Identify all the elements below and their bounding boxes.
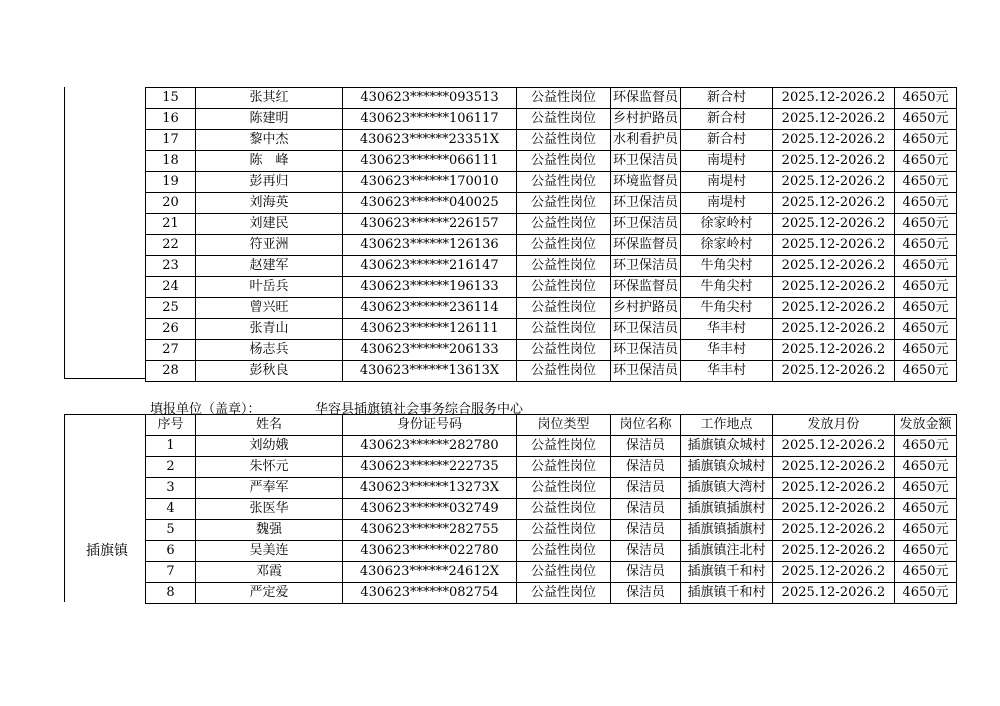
town-label: 插旗镇 bbox=[86, 543, 128, 559]
cell-seq: 2 bbox=[146, 457, 196, 478]
cell-id: 430623******040025 bbox=[343, 193, 517, 214]
cell-name: 赵建军 bbox=[196, 256, 343, 277]
cell-name: 魏强 bbox=[196, 520, 343, 541]
table-row bbox=[146, 130, 957, 151]
cell-type: 公益性岗位 bbox=[517, 88, 611, 109]
cell-place: 插旗镇大湾村 bbox=[681, 478, 773, 499]
cell-month: 2025.12-2026.2 bbox=[773, 214, 895, 235]
cell-place: 徐家岭村 bbox=[681, 214, 773, 235]
header-type: 岗位类型 bbox=[517, 415, 611, 436]
cell-month: 2025.12-2026.2 bbox=[773, 298, 895, 319]
cell-type: 公益性岗位 bbox=[517, 214, 611, 235]
cell-seq: 15 bbox=[146, 88, 196, 109]
section1-table-body bbox=[146, 88, 957, 382]
cell-month: 2025.12-2026.2 bbox=[773, 319, 895, 340]
cell-type: 公益性岗位 bbox=[517, 151, 611, 172]
header-name: 姓名 bbox=[196, 415, 343, 436]
cell-seq: 28 bbox=[146, 361, 196, 382]
cell-job: 环卫保洁员 bbox=[611, 256, 681, 277]
cell-seq: 24 bbox=[146, 277, 196, 298]
section2-left-border bbox=[64, 414, 65, 602]
cell-seq: 23 bbox=[146, 256, 196, 277]
cell-name: 严定爱 bbox=[196, 583, 343, 604]
cell-place: 插旗镇众城村 bbox=[681, 436, 773, 457]
cell-seq: 8 bbox=[146, 583, 196, 604]
cell-amount: 4650元 bbox=[895, 436, 957, 457]
cell-month: 2025.12-2026.2 bbox=[773, 478, 895, 499]
cell-seq: 16 bbox=[146, 109, 196, 130]
cell-name: 严奉军 bbox=[196, 478, 343, 499]
cell-type: 公益性岗位 bbox=[517, 235, 611, 256]
cell-job: 环卫保洁员 bbox=[611, 214, 681, 235]
cell-type: 公益性岗位 bbox=[517, 361, 611, 382]
filler-unit-value: 华容县插旗镇社会事务综合服务中心 bbox=[315, 402, 524, 417]
cell-name: 刘幼娥 bbox=[196, 436, 343, 457]
cell-type: 公益性岗位 bbox=[517, 298, 611, 319]
header-seq: 序号 bbox=[146, 415, 196, 436]
cell-amount: 4650元 bbox=[895, 172, 957, 193]
cell-name: 陈 峰 bbox=[196, 151, 343, 172]
cell-place: 南堤村 bbox=[681, 151, 773, 172]
cell-job: 环保监督员 bbox=[611, 277, 681, 298]
table-row bbox=[146, 298, 957, 319]
cell-job: 环保监督员 bbox=[611, 235, 681, 256]
cell-place: 新合村 bbox=[681, 88, 773, 109]
cell-job: 保洁员 bbox=[611, 562, 681, 583]
section1-table bbox=[145, 87, 957, 382]
cell-name: 刘海英 bbox=[196, 193, 343, 214]
table-row bbox=[146, 193, 957, 214]
cell-seq: 3 bbox=[146, 478, 196, 499]
cell-amount: 4650元 bbox=[895, 109, 957, 130]
cell-amount: 4650元 bbox=[895, 298, 957, 319]
cell-seq: 6 bbox=[146, 541, 196, 562]
cell-month: 2025.12-2026.2 bbox=[773, 499, 895, 520]
cell-place: 牛角尖村 bbox=[681, 277, 773, 298]
cell-id: 430623******282755 bbox=[343, 520, 517, 541]
cell-month: 2025.12-2026.2 bbox=[773, 562, 895, 583]
cell-id: 430623******226157 bbox=[343, 214, 517, 235]
cell-month: 2025.12-2026.2 bbox=[773, 520, 895, 541]
cell-id: 430623******282780 bbox=[343, 436, 517, 457]
cell-job: 保洁员 bbox=[611, 457, 681, 478]
cell-type: 公益性岗位 bbox=[517, 499, 611, 520]
cell-month: 2025.12-2026.2 bbox=[773, 109, 895, 130]
cell-name: 彭再归 bbox=[196, 172, 343, 193]
cell-job: 保洁员 bbox=[611, 520, 681, 541]
cell-place: 华丰村 bbox=[681, 340, 773, 361]
cell-amount: 4650元 bbox=[895, 193, 957, 214]
cell-month: 2025.12-2026.2 bbox=[773, 130, 895, 151]
cell-place: 华丰村 bbox=[681, 319, 773, 340]
cell-job: 环卫保洁员 bbox=[611, 151, 681, 172]
cell-type: 公益性岗位 bbox=[517, 130, 611, 151]
cell-seq: 26 bbox=[146, 319, 196, 340]
cell-name: 彭秋良 bbox=[196, 361, 343, 382]
table-row bbox=[146, 478, 957, 499]
cell-type: 公益性岗位 bbox=[517, 172, 611, 193]
header-amount: 发放金额 bbox=[895, 415, 957, 436]
cell-id: 430623******23351X bbox=[343, 130, 517, 151]
cell-type: 公益性岗位 bbox=[517, 340, 611, 361]
cell-type: 公益性岗位 bbox=[517, 109, 611, 130]
cell-seq: 18 bbox=[146, 151, 196, 172]
header-month: 发放月份 bbox=[773, 415, 895, 436]
cell-name: 张医华 bbox=[196, 499, 343, 520]
cell-job: 环境监督员 bbox=[611, 172, 681, 193]
cell-month: 2025.12-2026.2 bbox=[773, 277, 895, 298]
cell-id: 430623******222735 bbox=[343, 457, 517, 478]
table-row bbox=[146, 319, 957, 340]
cell-amount: 4650元 bbox=[895, 88, 957, 109]
cell-job: 环卫保洁员 bbox=[611, 319, 681, 340]
cell-month: 2025.12-2026.2 bbox=[773, 583, 895, 604]
cell-amount: 4650元 bbox=[895, 457, 957, 478]
cell-type: 公益性岗位 bbox=[517, 457, 611, 478]
cell-seq: 7 bbox=[146, 562, 196, 583]
cell-place: 插旗镇千和村 bbox=[681, 562, 773, 583]
header-place: 工作地点 bbox=[681, 415, 773, 436]
cell-id: 430623******196133 bbox=[343, 277, 517, 298]
cell-job: 保洁员 bbox=[611, 583, 681, 604]
table-row bbox=[146, 151, 957, 172]
table-row bbox=[146, 457, 957, 478]
cell-job: 环卫保洁员 bbox=[611, 340, 681, 361]
cell-amount: 4650元 bbox=[895, 235, 957, 256]
cell-id: 430623******206133 bbox=[343, 340, 517, 361]
cell-month: 2025.12-2026.2 bbox=[773, 361, 895, 382]
cell-month: 2025.12-2026.2 bbox=[773, 436, 895, 457]
table-row bbox=[146, 520, 957, 541]
table-row bbox=[146, 256, 957, 277]
cell-place: 插旗镇众城村 bbox=[681, 457, 773, 478]
table-header-row bbox=[146, 415, 957, 436]
table-row bbox=[146, 235, 957, 256]
cell-id: 430623******24612X bbox=[343, 562, 517, 583]
cell-place: 插旗镇插旗村 bbox=[681, 499, 773, 520]
table-row bbox=[146, 214, 957, 235]
table-row bbox=[146, 436, 957, 457]
cell-month: 2025.12-2026.2 bbox=[773, 457, 895, 478]
cell-amount: 4650元 bbox=[895, 130, 957, 151]
cell-month: 2025.12-2026.2 bbox=[773, 235, 895, 256]
cell-name: 朱怀元 bbox=[196, 457, 343, 478]
cell-type: 公益性岗位 bbox=[517, 193, 611, 214]
cell-name: 黎中杰 bbox=[196, 130, 343, 151]
cell-id: 430623******170010 bbox=[343, 172, 517, 193]
cell-name: 张青山 bbox=[196, 319, 343, 340]
table-row bbox=[146, 340, 957, 361]
cell-seq: 21 bbox=[146, 214, 196, 235]
cell-id: 430623******236114 bbox=[343, 298, 517, 319]
cell-seq: 5 bbox=[146, 520, 196, 541]
cell-place: 牛角尖村 bbox=[681, 256, 773, 277]
cell-seq: 19 bbox=[146, 172, 196, 193]
cell-id: 430623******126136 bbox=[343, 235, 517, 256]
cell-place: 插旗镇插旗村 bbox=[681, 520, 773, 541]
cell-type: 公益性岗位 bbox=[517, 478, 611, 499]
cell-name: 刘建民 bbox=[196, 214, 343, 235]
cell-month: 2025.12-2026.2 bbox=[773, 340, 895, 361]
cell-amount: 4650元 bbox=[895, 319, 957, 340]
cell-job: 保洁员 bbox=[611, 436, 681, 457]
cell-type: 公益性岗位 bbox=[517, 277, 611, 298]
section2-table-body bbox=[146, 436, 957, 604]
cell-id: 430623******022780 bbox=[343, 541, 517, 562]
cell-job: 水利看护员 bbox=[611, 130, 681, 151]
cell-id: 430623******106117 bbox=[343, 109, 517, 130]
cell-month: 2025.12-2026.2 bbox=[773, 256, 895, 277]
cell-id: 430623******032749 bbox=[343, 499, 517, 520]
cell-place: 华丰村 bbox=[681, 361, 773, 382]
cell-name: 吴美连 bbox=[196, 541, 343, 562]
cell-id: 430623******13273X bbox=[343, 478, 517, 499]
cell-job: 保洁员 bbox=[611, 541, 681, 562]
filler-unit-label: 填报单位（盖章）： bbox=[150, 402, 261, 417]
cell-month: 2025.12-2026.2 bbox=[773, 193, 895, 214]
cell-place: 南堤村 bbox=[681, 193, 773, 214]
cell-name: 杨志兵 bbox=[196, 340, 343, 361]
cell-seq: 20 bbox=[146, 193, 196, 214]
cell-type: 公益性岗位 bbox=[517, 583, 611, 604]
cell-place: 插旗镇千和村 bbox=[681, 583, 773, 604]
cell-amount: 4650元 bbox=[895, 151, 957, 172]
section1-bottom-border bbox=[64, 378, 146, 379]
table-row bbox=[146, 88, 957, 109]
cell-job: 保洁员 bbox=[611, 478, 681, 499]
cell-amount: 4650元 bbox=[895, 256, 957, 277]
cell-type: 公益性岗位 bbox=[517, 541, 611, 562]
cell-type: 公益性岗位 bbox=[517, 520, 611, 541]
cell-seq: 1 bbox=[146, 436, 196, 457]
cell-month: 2025.12-2026.2 bbox=[773, 172, 895, 193]
cell-seq: 17 bbox=[146, 130, 196, 151]
cell-place: 南堤村 bbox=[681, 172, 773, 193]
header-id: 身份证号码 bbox=[343, 415, 517, 436]
cell-type: 公益性岗位 bbox=[517, 562, 611, 583]
table-row bbox=[146, 499, 957, 520]
cell-place: 牛角尖村 bbox=[681, 298, 773, 319]
cell-id: 430623******216147 bbox=[343, 256, 517, 277]
cell-job: 保洁员 bbox=[611, 499, 681, 520]
cell-amount: 4650元 bbox=[895, 541, 957, 562]
cell-seq: 22 bbox=[146, 235, 196, 256]
section2-table bbox=[145, 414, 957, 604]
cell-id: 430623******126111 bbox=[343, 319, 517, 340]
section1-left-border bbox=[64, 87, 65, 379]
cell-amount: 4650元 bbox=[895, 340, 957, 361]
cell-seq: 27 bbox=[146, 340, 196, 361]
cell-name: 张其红 bbox=[196, 88, 343, 109]
cell-amount: 4650元 bbox=[895, 520, 957, 541]
cell-job: 乡村护路员 bbox=[611, 109, 681, 130]
cell-amount: 4650元 bbox=[895, 499, 957, 520]
cell-month: 2025.12-2026.2 bbox=[773, 151, 895, 172]
cell-amount: 4650元 bbox=[895, 277, 957, 298]
cell-amount: 4650元 bbox=[895, 214, 957, 235]
table-row bbox=[146, 541, 957, 562]
cell-amount: 4650元 bbox=[895, 478, 957, 499]
cell-place: 徐家岭村 bbox=[681, 235, 773, 256]
cell-place: 插旗镇注北村 bbox=[681, 541, 773, 562]
cell-type: 公益性岗位 bbox=[517, 319, 611, 340]
cell-name: 符亚洲 bbox=[196, 235, 343, 256]
cell-id: 430623******093513 bbox=[343, 88, 517, 109]
cell-id: 430623******082754 bbox=[343, 583, 517, 604]
cell-month: 2025.12-2026.2 bbox=[773, 541, 895, 562]
cell-place: 新合村 bbox=[681, 130, 773, 151]
cell-month: 2025.12-2026.2 bbox=[773, 88, 895, 109]
cell-seq: 4 bbox=[146, 499, 196, 520]
cell-name: 邓霞 bbox=[196, 562, 343, 583]
table-row bbox=[146, 172, 957, 193]
table-row bbox=[146, 109, 957, 130]
cell-name: 叶岳兵 bbox=[196, 277, 343, 298]
cell-name: 曾兴旺 bbox=[196, 298, 343, 319]
cell-place: 新合村 bbox=[681, 109, 773, 130]
cell-type: 公益性岗位 bbox=[517, 256, 611, 277]
cell-job: 乡村护路员 bbox=[611, 298, 681, 319]
cell-job: 环卫保洁员 bbox=[611, 193, 681, 214]
table-row bbox=[146, 562, 957, 583]
cell-job: 环卫保洁员 bbox=[611, 361, 681, 382]
cell-amount: 4650元 bbox=[895, 361, 957, 382]
section2-top-border bbox=[64, 414, 146, 415]
cell-name: 陈建明 bbox=[196, 109, 343, 130]
table-row bbox=[146, 277, 957, 298]
cell-id: 430623******13613X bbox=[343, 361, 517, 382]
cell-id: 430623******066111 bbox=[343, 151, 517, 172]
table-row bbox=[146, 361, 957, 382]
cell-job: 环保监督员 bbox=[611, 88, 681, 109]
cell-type: 公益性岗位 bbox=[517, 436, 611, 457]
table-row bbox=[146, 583, 957, 604]
cell-amount: 4650元 bbox=[895, 583, 957, 604]
cell-amount: 4650元 bbox=[895, 562, 957, 583]
cell-seq: 25 bbox=[146, 298, 196, 319]
header-job: 岗位名称 bbox=[611, 415, 681, 436]
